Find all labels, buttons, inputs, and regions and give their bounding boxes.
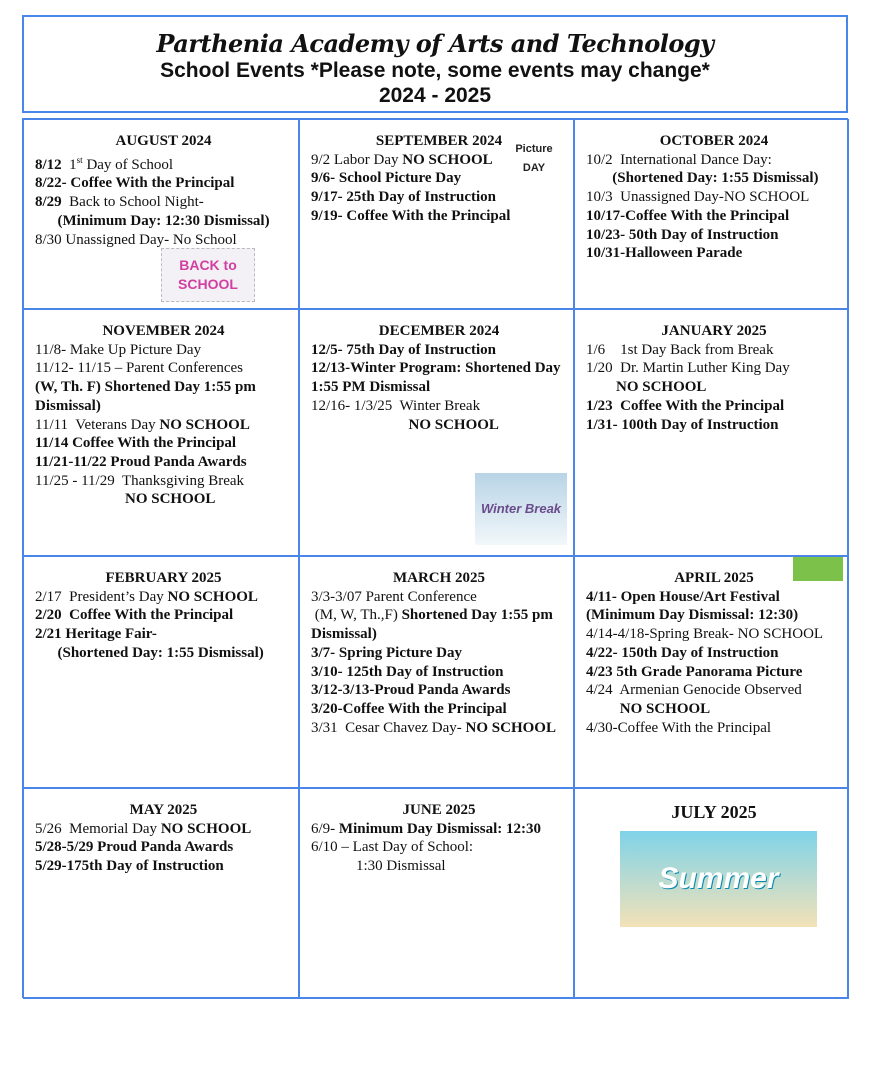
event-line bbox=[311, 397, 567, 416]
month-cell-august bbox=[23, 119, 299, 309]
event-line bbox=[35, 193, 292, 212]
event-text: 4/24 Armenian Genocide Observed bbox=[586, 682, 802, 699]
event-line bbox=[35, 820, 292, 839]
event-line bbox=[586, 207, 842, 226]
event-text: Shortened Day 1:55 pm Dismissal) bbox=[311, 607, 557, 643]
event-text: 5/28-5/29 Proud Panda Awards bbox=[35, 839, 234, 856]
event-text: 10/23- 50th Day of Instruction bbox=[586, 226, 779, 243]
month-cell-january bbox=[574, 309, 849, 556]
event-line bbox=[311, 838, 567, 857]
event-text: 1/23 Coffee With the Principal bbox=[586, 397, 785, 414]
month-cell-march bbox=[299, 556, 574, 788]
event-text: (M, W, Th.,F) bbox=[311, 607, 402, 624]
event-text: 11/25 - 11/29 Thanksgiving Break bbox=[35, 472, 245, 489]
event-line bbox=[311, 359, 567, 396]
event-text: Day of School bbox=[82, 156, 174, 173]
month-heading: FEBRUARY 2025 bbox=[105, 570, 222, 586]
event-text: (Shortened Day: 1:55 Dismissal) bbox=[586, 170, 819, 187]
event-text: 8/29 bbox=[35, 194, 70, 211]
event-text: 3/3-3/07 Parent Conference bbox=[311, 588, 477, 605]
event-text: Minimum Day Dismissal: 12:30 bbox=[338, 820, 542, 837]
event-text: NO SCHOOL bbox=[35, 491, 216, 508]
event-line bbox=[586, 719, 842, 738]
event-text: 12/5- 75th Day of Instruction bbox=[311, 341, 497, 358]
event-line bbox=[35, 838, 292, 857]
event-line bbox=[586, 151, 842, 170]
event-text: 10/2 International Dance Day: bbox=[586, 151, 772, 168]
month-cell-may bbox=[23, 788, 299, 999]
event-line bbox=[586, 244, 842, 263]
event-line bbox=[311, 719, 567, 738]
event-line bbox=[311, 820, 567, 839]
month-heading: JANUARY 2025 bbox=[661, 323, 767, 339]
month-heading: MARCH 2025 bbox=[392, 570, 486, 586]
event-text: 4/23 5th Grade Panorama Picture bbox=[586, 663, 803, 680]
event-line bbox=[311, 681, 567, 700]
month-cell-july bbox=[574, 788, 849, 999]
page-subtitle: School Events *Please note, some events may change* bbox=[160, 59, 710, 82]
event-text: 10/17-Coffee With the Principal bbox=[586, 207, 790, 224]
event-text: 11/12- 11/15 – Parent Conferences bbox=[35, 360, 244, 377]
event-line bbox=[35, 490, 292, 509]
event-text: 11/11 Veterans Day bbox=[35, 416, 160, 433]
event-text: 6/9- bbox=[311, 820, 339, 837]
clipart-image: Winter Break bbox=[475, 473, 567, 545]
calendar-grid bbox=[22, 118, 848, 998]
event-text: 11/8- Make Up Picture Day bbox=[35, 341, 202, 358]
month-heading: JULY 2025 bbox=[671, 802, 757, 822]
month-heading: NOVEMBER 2024 bbox=[102, 323, 225, 339]
month-heading: APRIL 2025 bbox=[674, 570, 754, 586]
event-line bbox=[35, 416, 292, 435]
event-text: 8/12 bbox=[35, 156, 70, 173]
event-line bbox=[311, 606, 567, 643]
event-line bbox=[311, 416, 567, 435]
event-line bbox=[311, 341, 567, 360]
event-line bbox=[35, 378, 292, 415]
event-text: 1:30 Dismissal bbox=[311, 858, 446, 875]
month-heading: JUNE 2025 bbox=[402, 802, 476, 818]
event-line bbox=[35, 231, 292, 250]
event-line bbox=[35, 606, 292, 625]
event-text: 4/11- Open House/Art Festival bbox=[586, 588, 780, 605]
event-text: 4/30-Coffee With the Principal bbox=[586, 719, 772, 736]
event-text: (Shortened Day: 1:55 Dismissal) bbox=[35, 644, 264, 661]
event-text: 4/14-4/18-Spring Break- NO SCHOOL bbox=[586, 626, 824, 643]
event-line bbox=[586, 606, 842, 625]
month-heading: AUGUST 2024 bbox=[115, 133, 212, 149]
school-year: 2024 - 2025 bbox=[378, 84, 492, 107]
event-line bbox=[586, 397, 842, 416]
event-text: st bbox=[76, 154, 83, 165]
event-line bbox=[311, 700, 567, 719]
event-text: 9/2 Labor Day bbox=[311, 151, 403, 168]
event-text: 3/7- Spring Picture Day bbox=[311, 644, 462, 661]
event-text: NO SCHOOL bbox=[159, 416, 250, 433]
event-text: 8/22- Coffee With the Principal bbox=[35, 175, 235, 192]
event-line bbox=[311, 207, 567, 226]
event-line bbox=[586, 359, 842, 378]
event-text: 3/20-Coffee With the Principal bbox=[311, 700, 507, 717]
month-cell-september bbox=[299, 119, 574, 309]
event-text: 3/31 Cesar Chavez Day- bbox=[311, 719, 466, 736]
event-text: (Minimum Day: 12:30 Dismissal) bbox=[35, 212, 270, 229]
month-cell-november bbox=[23, 309, 299, 556]
event-line bbox=[586, 416, 842, 435]
event-line bbox=[35, 625, 292, 644]
month-cell-april bbox=[574, 556, 849, 788]
event-line bbox=[586, 341, 842, 360]
event-line bbox=[586, 188, 842, 207]
month-cell-february bbox=[23, 556, 299, 788]
event-text: 3/12-3/13-Proud Panda Awards bbox=[311, 682, 511, 699]
month-heading: DECEMBER 2024 bbox=[378, 323, 500, 339]
clipart-image: Summer bbox=[620, 831, 817, 927]
school-name: Parthenia Academy of Arts and Technology bbox=[156, 29, 714, 58]
month-heading: OCTOBER 2024 bbox=[659, 133, 769, 149]
event-line bbox=[35, 434, 292, 453]
event-text: 9/17- 25th Day of Instruction bbox=[311, 189, 497, 206]
event-line bbox=[586, 169, 842, 188]
event-line bbox=[35, 588, 292, 607]
event-line bbox=[586, 378, 842, 397]
event-text: 4/22- 150th Day of Instruction bbox=[586, 644, 779, 661]
event-line bbox=[586, 700, 842, 719]
event-text: NO SCHOOL bbox=[160, 820, 252, 837]
event-text: Back to School Night- bbox=[69, 194, 204, 211]
event-line bbox=[586, 226, 842, 245]
event-text: (W, Th. F) Shortened Day 1:55 pm Dismissal) bbox=[35, 379, 260, 414]
clipart-image bbox=[793, 556, 843, 581]
event-line bbox=[35, 359, 292, 378]
event-line bbox=[586, 681, 842, 700]
event-line bbox=[586, 663, 842, 682]
month-heading: MAY 2025 bbox=[129, 802, 198, 818]
event-text: NO SCHOOL bbox=[311, 416, 499, 433]
event-text: 11/14 Coffee With the Principal bbox=[35, 435, 237, 452]
event-text: 5/26 Memorial Day bbox=[35, 820, 161, 837]
event-line bbox=[35, 472, 292, 491]
event-text: 1/20 Dr. Martin Luther King Day bbox=[586, 360, 790, 377]
event-text: 5/29-175th Day of Instruction bbox=[35, 858, 224, 875]
event-line bbox=[586, 588, 842, 607]
event-text: 9/19- Coffee With the Principal bbox=[311, 207, 511, 224]
header-box bbox=[22, 15, 848, 113]
event-line bbox=[586, 644, 842, 663]
event-line bbox=[35, 341, 292, 360]
event-text: 10/3 Unassigned Day-NO SCHOOL bbox=[586, 189, 810, 206]
event-line bbox=[311, 857, 567, 876]
event-text: 9/6- School Picture Day bbox=[311, 170, 462, 187]
clipart-image: BACK to SCHOOL bbox=[161, 248, 255, 302]
month-cell-october bbox=[574, 119, 849, 309]
month-cell-june bbox=[299, 788, 574, 999]
event-text: NO SCHOOL bbox=[402, 151, 493, 168]
clipart-image: Picture DAY bbox=[506, 130, 562, 188]
month-cell-december bbox=[299, 309, 574, 556]
event-line bbox=[311, 588, 567, 607]
event-line bbox=[311, 188, 567, 207]
event-line bbox=[35, 151, 292, 175]
event-text: 3/10- 125th Day of Instruction bbox=[311, 663, 504, 680]
event-line bbox=[35, 212, 292, 231]
event-text: NO SCHOOL bbox=[586, 379, 707, 396]
event-text: 12/13-Winter Program: Shortened Day 1:55 PM Dismissal bbox=[311, 360, 565, 396]
month-heading: SEPTEMBER 2024 bbox=[375, 133, 503, 149]
event-text: NO SCHOOL bbox=[465, 719, 556, 736]
event-text: 2/20 Coffee With the Principal bbox=[35, 607, 234, 624]
event-line bbox=[35, 857, 292, 876]
event-line bbox=[35, 644, 292, 663]
event-text: 11/21-11/22 Proud Panda Awards bbox=[35, 453, 247, 470]
event-text: 8/30 Unassigned Day- No School bbox=[35, 231, 237, 248]
event-line bbox=[586, 625, 842, 644]
event-text: 1/31- 100th Day of Instruction bbox=[586, 416, 779, 433]
event-text: 6/10 – Last Day of School: bbox=[311, 839, 474, 856]
event-text: 12/16- 1/3/25 Winter Break bbox=[311, 397, 481, 414]
event-text: (Minimum Day Dismissal: 12:30) bbox=[586, 607, 799, 624]
event-line bbox=[311, 644, 567, 663]
event-text: NO SCHOOL bbox=[167, 588, 258, 605]
event-line bbox=[311, 663, 567, 682]
event-text: 1/6 1st Day Back from Break bbox=[586, 341, 774, 358]
event-text: 1 bbox=[69, 156, 77, 173]
event-line bbox=[35, 174, 292, 193]
event-text: NO SCHOOL bbox=[586, 700, 711, 717]
event-text: 2/17 President’s Day bbox=[35, 588, 168, 605]
event-text: 10/31-Halloween Parade bbox=[586, 245, 743, 262]
event-line bbox=[35, 453, 292, 472]
event-text: 2/21 Heritage Fair- bbox=[35, 626, 157, 643]
